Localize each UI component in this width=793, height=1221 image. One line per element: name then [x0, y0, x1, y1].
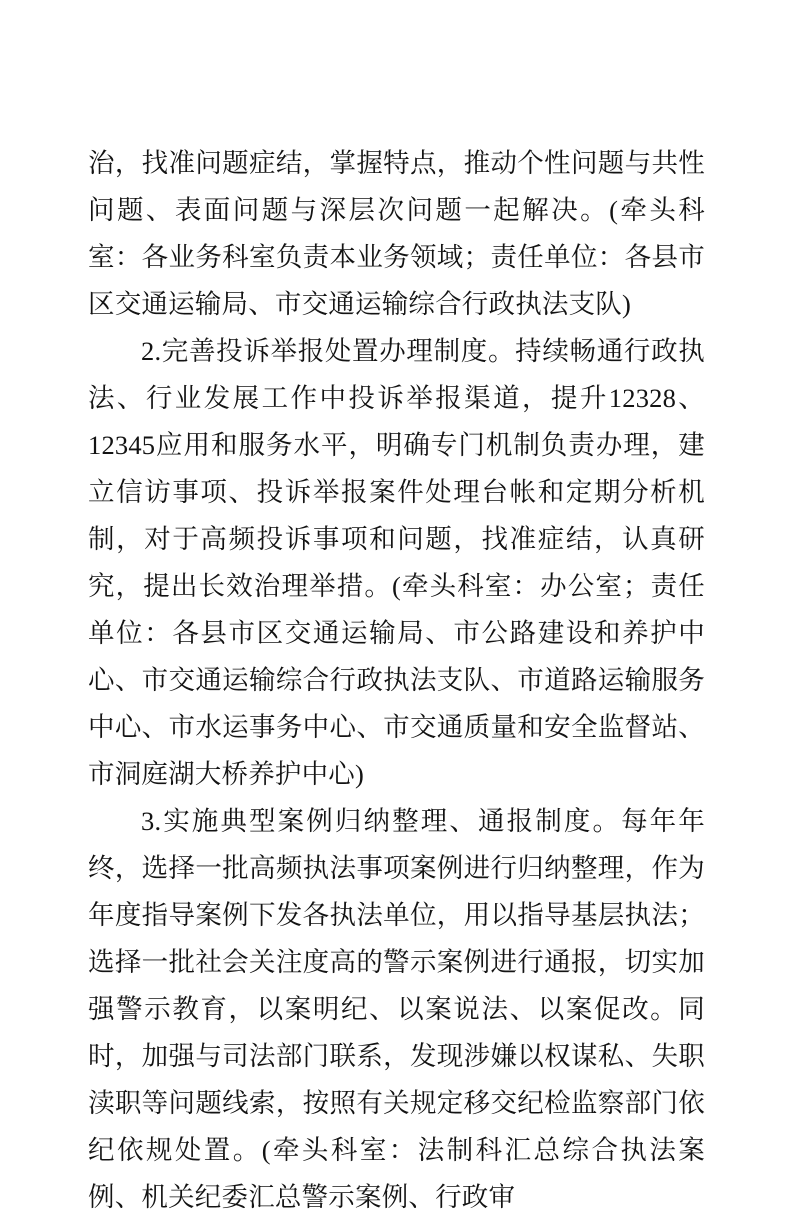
- paragraph-continued: 治，找准问题症结，掌握特点，推动个性问题与共性问题、表面问题与深层次问题一起解决。(牵头科室：各业务科室负责本业务领域；责任单位：各县市区交通运输局、市交通运输综合行政执法支队): [88, 148, 705, 319]
- document-body: [88, 140, 705, 1221]
- paragraph-item-3: 3.实施典型案例归纳整理、通报制度。每年年终，选择一批高频执法事项案例进行归纳整理，作为年度指导案例下发各执法单位，用以指导基层执法；选择一批社会关注度高的警示案例进行通报，切实加强警示教育，以案明纪、以案说法、以案促改。同时，加强与司法部门联系，发现涉嫌以权谋私、失职渎职等问题线索，按照有关规定移交纪检监察部门依纪依规处置。(牵头科室：法制科汇总综合执法案例、机关纪委汇总警示案例、行政审: [88, 806, 705, 1212]
- paragraph-item-2: 2.完善投诉举报处置办理制度。持续畅通行政执法、行业发展工作中投诉举报渠道，提升12328、12345应用和服务水平，明确专门机制负责办理，建立信访事项、投诉举报案件处理台帐和定期分析机制，对于高频投诉事项和问题，找准症结，认真研究，提出长效治理举措。(牵头科室：办公室；责任单位：各县市区交通运输局、市公路建设和养护中心、市交通运输综合行政执法支队、市道路运输服务中心、市水运事务中心、市交通质量和安全监督站、市洞庭湖大桥养护中心): [88, 336, 705, 789]
